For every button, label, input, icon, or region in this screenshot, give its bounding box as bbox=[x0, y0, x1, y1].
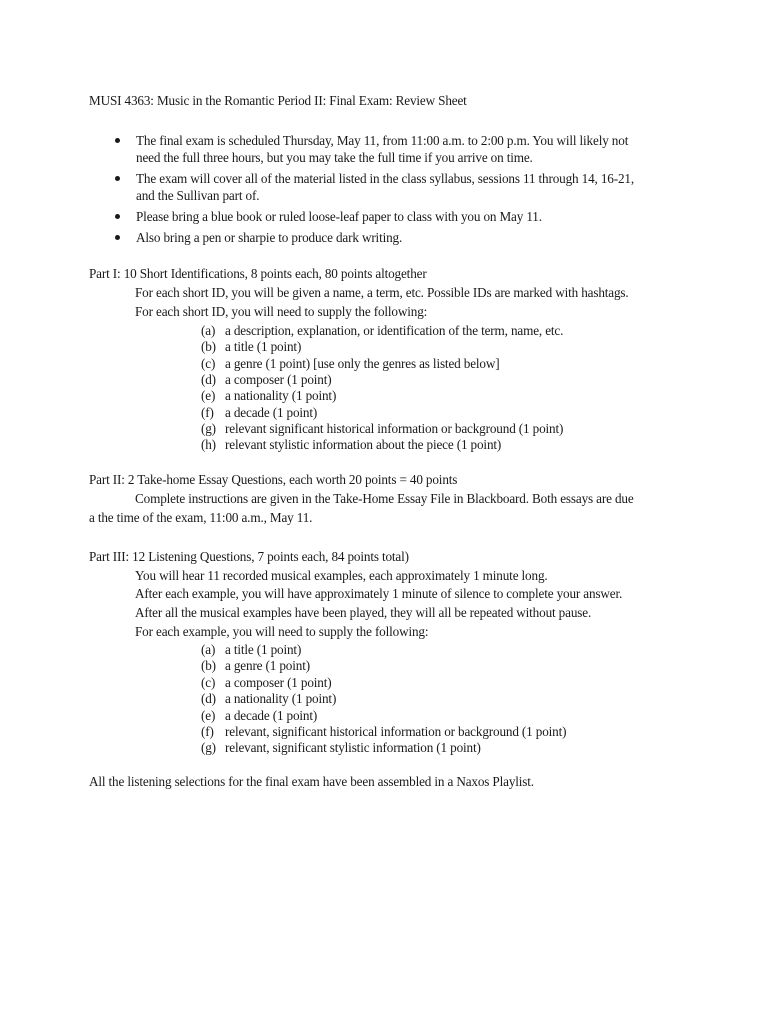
part-3-item-letter: (b) bbox=[201, 658, 216, 673]
part-1-body-2: For each short ID, you will need to supply the following: bbox=[135, 304, 428, 319]
part-1-item-text: a composer (1 point) bbox=[225, 372, 332, 387]
part-1-item-text: a title (1 point) bbox=[225, 339, 302, 354]
part-1-item-text: relevant stylistic information about the piece (1 point) bbox=[225, 437, 502, 452]
part-3-body-1: You will hear 11 recorded musical examples, each approximately 1 minute long. bbox=[135, 568, 548, 583]
part-1-item-text: a genre (1 point) [use only the genres as listed below] bbox=[225, 356, 500, 371]
bullet-1-line-1: The final exam is scheduled Thursday, May 11, from 11:00 a.m. to 2:00 p.m. You will likely not bbox=[136, 133, 629, 148]
part-1-item-letter: (d) bbox=[201, 372, 216, 387]
bullet-4-line-1: Also bring a pen or sharpie to produce dark writing. bbox=[136, 230, 403, 245]
document-title: MUSI 4363: Music in the Romantic Period II: Final Exam: Review Sheet bbox=[89, 93, 467, 108]
part-1-heading: Part I: 10 Short Identifications, 8 points each, 80 points altogether bbox=[89, 266, 427, 281]
bullet-icon bbox=[115, 138, 120, 143]
part-3-item-text: relevant, significant stylistic information (1 point) bbox=[225, 740, 481, 755]
part-3-body-2: After each example, you will have approximately 1 minute of silence to complete your answer. bbox=[135, 586, 623, 601]
part-3-body-3: After all the musical examples have been played, they will all be repeated without pause. bbox=[135, 605, 592, 620]
part-3-body-4: For each example, you will need to supply the following: bbox=[135, 624, 429, 639]
part-2-body-1: Complete instructions are given in the Take-Home Essay File in Blackboard. Both essays are due bbox=[135, 491, 634, 506]
part-1-item-text: a decade (1 point) bbox=[225, 405, 318, 420]
part-3-item-letter: (a) bbox=[201, 642, 216, 657]
part-1-item-text: a description, explanation, or identification of the term, name, etc. bbox=[225, 323, 564, 338]
bullet-1-line-2: need the full three hours, but you may take the full time if you arrive on time. bbox=[136, 150, 533, 165]
part-3-item-text: a title (1 point) bbox=[225, 642, 302, 657]
part-3-heading: Part III: 12 Listening Questions, 7 points each, 84 points total) bbox=[89, 549, 409, 564]
bullet-icon bbox=[115, 176, 120, 181]
part-3-item-letter: (c) bbox=[201, 675, 216, 690]
part-3-item-text: a nationality (1 point) bbox=[225, 691, 337, 706]
bullet-icon bbox=[115, 235, 120, 240]
bullet-icon bbox=[115, 214, 120, 219]
bullet-3-line-1: Please bring a blue book or ruled loose-leaf paper to class with you on May 11. bbox=[136, 209, 542, 224]
bullet-2-line-2: and the Sullivan part of. bbox=[136, 188, 260, 203]
part-1-item-letter: (c) bbox=[201, 356, 216, 371]
part-1-item-letter: (b) bbox=[201, 339, 216, 354]
part-3-item-text: a composer (1 point) bbox=[225, 675, 332, 690]
part-1-item-letter: (a) bbox=[201, 323, 216, 338]
closing-note: All the listening selections for the final exam have been assembled in a Naxos Playlist. bbox=[89, 774, 534, 789]
part-1-item-letter: (g) bbox=[201, 421, 216, 436]
part-1-item-letter: (h) bbox=[201, 437, 216, 452]
part-3-item-letter: (d) bbox=[201, 691, 216, 706]
part-3-item-letter: (g) bbox=[201, 740, 216, 755]
part-3-item-text: a genre (1 point) bbox=[225, 658, 310, 673]
part-3-item-text: a decade (1 point) bbox=[225, 708, 318, 723]
part-3-item-letter: (e) bbox=[201, 708, 216, 723]
bullet-2-line-1: The exam will cover all of the material listed in the class syllabus, sessions 11 through 14, 16-21, bbox=[136, 171, 634, 186]
part-3-item-letter: (f) bbox=[201, 724, 214, 739]
part-1-item-text: relevant significant historical information or background (1 point) bbox=[225, 421, 564, 436]
part-1-item-letter: (e) bbox=[201, 388, 216, 403]
part-2-body-2: a the time of the exam, 11:00 a.m., May 11. bbox=[89, 510, 313, 525]
part-1-item-text: a nationality (1 point) bbox=[225, 388, 337, 403]
part-2-heading: Part II: 2 Take-home Essay Questions, each worth 20 points = 40 points bbox=[89, 472, 458, 487]
part-1-body-1: For each short ID, you will be given a name, a term, etc. Possible IDs are marked with hashtags. bbox=[135, 285, 629, 300]
part-3-item-text: relevant, significant historical information or background (1 point) bbox=[225, 724, 567, 739]
part-1-item-letter: (f) bbox=[201, 405, 214, 420]
